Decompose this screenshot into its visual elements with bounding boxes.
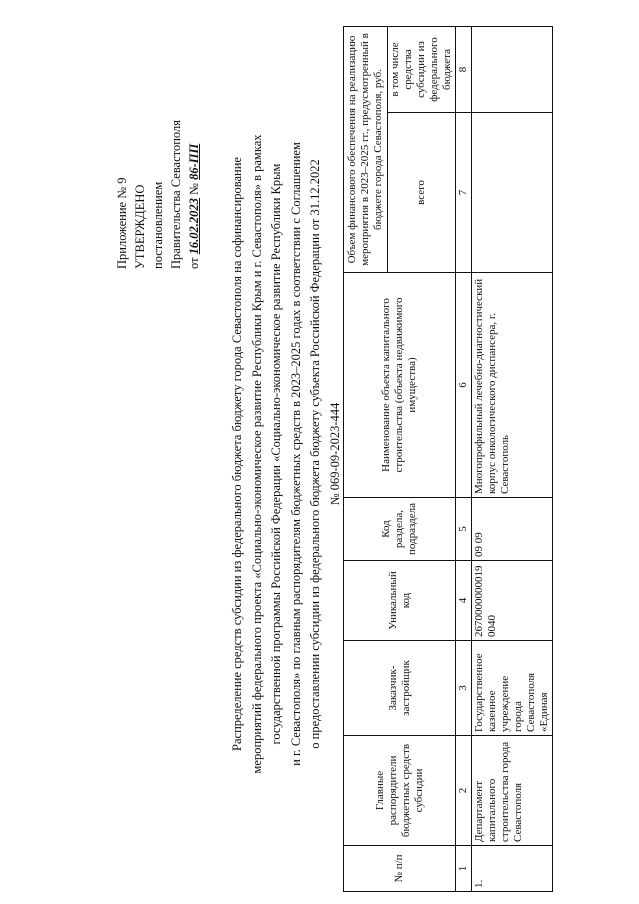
row-federal [472,27,553,113]
column-number: 2 [456,736,472,846]
row-total [472,113,553,273]
heading-line: № 069-09-2023-444 [327,402,342,506]
column-number: 7 [456,113,472,273]
row-unique-code: 26700000000190040 [472,561,553,641]
column-number-row [456,27,472,892]
appendix-number: Приложение № 9 [115,177,129,269]
resolution-date: 16.02.2023 [187,198,201,255]
header-funding-group: Объем финансового обеспечения на реализацию мероприятия в 2023–2025 гг., предусмотренный в бюджете города Севастополя, руб. [344,27,388,273]
heading-line: о предоставлении субсидии из федерального бюджета бюджету субъекта Российской Федерации от 31.12.2022 [308,159,322,749]
header-customer: Заказчик-застройщик [344,641,456,736]
column-number: 6 [456,273,472,498]
column-number: 1 [456,846,472,892]
column-number: 4 [456,561,472,641]
subsidy-distribution-table [343,26,553,892]
column-number: 8 [456,27,472,113]
heading-line: государственной программы Российской Федерации «Социально-экономическое развитие Республики Крым [269,163,283,745]
heading-line: мероприятий федерального проекта «Социально-экономическое развитие Республики Крым и г. Севастополя» в рамках [249,134,264,774]
resolution-number: 86-ПП [187,143,201,180]
header-total: всего [388,113,456,273]
header-main-recipient: Главные распорядители бюджетных средств субсидии [344,736,456,846]
row-object-name: Многопрофильный лечебно-диагностический корпус онкологического диспансера, г. Севастополь [472,273,553,498]
row-num: 1. [472,846,553,892]
column-number: 5 [456,498,472,561]
header-section-code: Код раздела, подраздела [344,498,456,561]
heading-line: Распределение средств субсидии из федерального бюджета бюджету города Севастополя на софинансирование [230,157,244,751]
approval-type: постановлением [151,181,165,269]
row-main-recipient: Департамент капитального строительства города Севастополя [472,736,553,846]
resolution-date-line [185,19,203,269]
number-prefix: № [187,183,201,195]
table-row [472,27,553,892]
row-section-code: 09 09 [472,498,553,561]
header-federal: в том числе средства субсидии из федерального бюджета [388,27,456,113]
appendix-block [113,19,203,269]
header-object-name: Наименование объекта капитального строительства (объекта недвижимого имущества) [344,273,456,498]
header-num: № п/п [344,846,456,892]
table-header-row [344,27,388,892]
approving-authority: Правительства Севастополя [169,120,183,269]
header-unique-code: Уникальный код [344,561,456,641]
date-prefix: от [187,257,201,269]
heading-line: и г. Севастополя» по главным распорядителям бюджетных средств в 2023–2025 годах в соответствии с Соглашением [288,142,303,766]
column-number: 3 [456,641,472,736]
approval-mark: УТВЕРЖДЕНО [133,184,147,269]
row-customer: Государственное казенное учреждение города Севастополя «Единая [472,641,553,736]
document-heading [228,84,345,824]
